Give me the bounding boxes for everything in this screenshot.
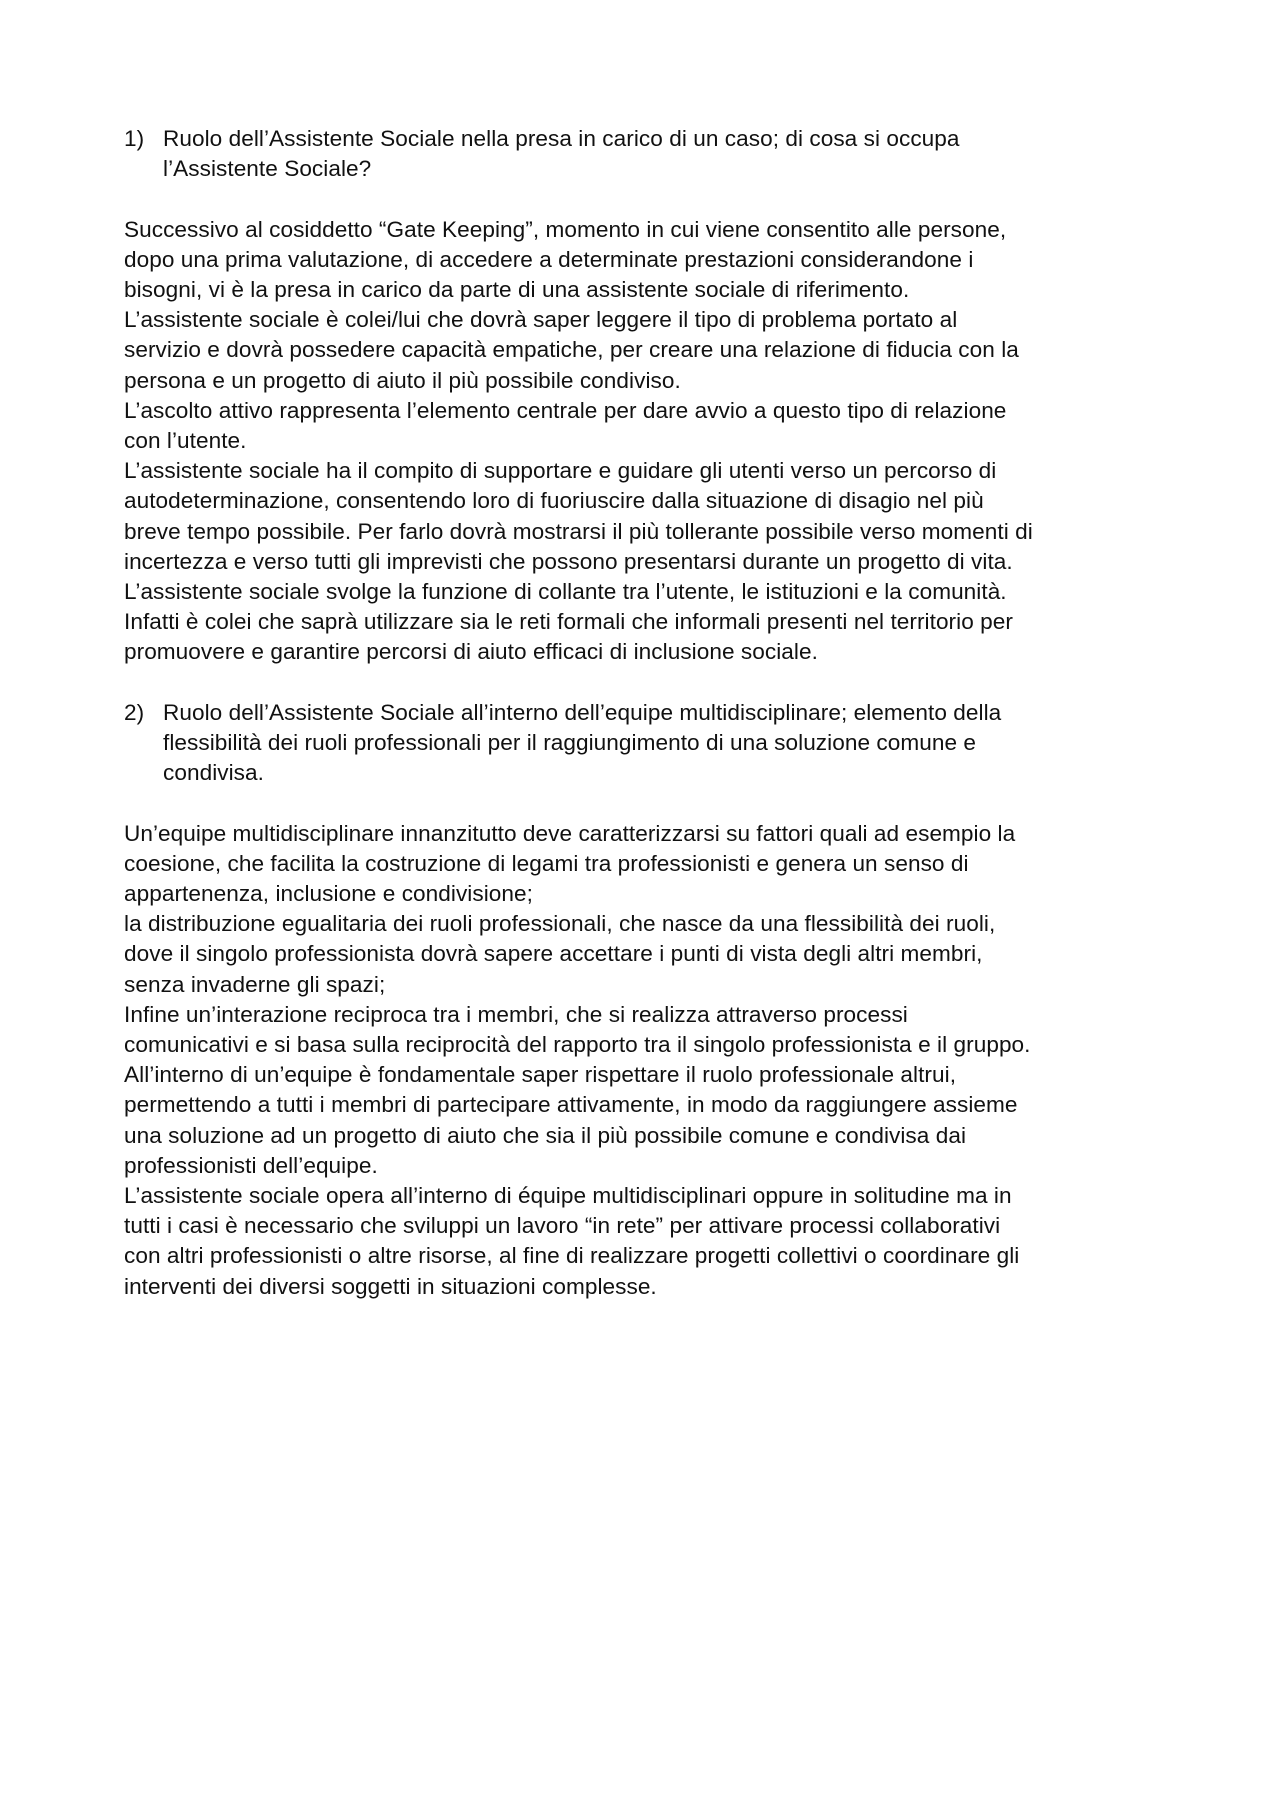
question-text <box>163 698 1174 789</box>
answer-line: incertezza e verso tutti gli imprevisti che possono presentarsi durante un progetto di vita. <box>124 548 1013 574</box>
answer-line: Infine un’interazione reciproca tra i membri, che si realizza attraverso processi <box>124 1001 908 1027</box>
answer-line: L’assistente sociale ha il compito di supportare e guidare gli utenti verso un percorso di <box>124 458 997 484</box>
answer-1 <box>124 215 1174 668</box>
spacer <box>124 184 1174 214</box>
answer-line: L’assistente sociale opera all’interno di équipe multidisciplinari oppure in solitudine ma in <box>124 1183 1012 1209</box>
spacer <box>124 668 1174 698</box>
answer-line: L’assistente sociale è colei/lui che dovrà saper leggere il tipo di problema portato al <box>124 307 958 333</box>
answer-line: permettendo a tutti i membri di partecipare attivamente, in modo da raggiungere assieme <box>124 1092 1018 1118</box>
answer-line: la distribuzione egualitaria dei ruoli professionali, che nasce da una flessibilità dei ruoli, <box>124 911 996 937</box>
answer-line: con l’utente. <box>124 428 247 454</box>
answer-line: coesione, che facilita la costruzione di legami tra professionisti e genera un senso di <box>124 850 969 876</box>
question-line: flessibilità dei ruoli professionali per il raggiungimento di una soluzione comune e <box>163 730 977 756</box>
answer-line: comunicativi e si basa sulla reciprocità del rapporto tra il singolo professionista e il gruppo. <box>124 1032 1031 1058</box>
answer-line: Un’equipe multidisciplinare innanzitutto deve caratterizzarsi su fattori quali ad esempio la <box>124 820 1016 846</box>
answer-2 <box>124 819 1174 1302</box>
answer-line: L’ascolto attivo rappresenta l’elemento centrale per dare avvio a questo tipo di relazione <box>124 397 1007 423</box>
answer-line: una soluzione ad un progetto di aiuto che sia il più possibile comune e condivisa dai <box>124 1122 967 1148</box>
answer-line: professionisti dell’equipe. <box>124 1152 378 1178</box>
answer-line: servizio e dovrà possedere capacità empatiche, per creare una relazione di fiducia con la <box>124 337 1019 363</box>
answer-line: bisogni, vi è la presa in carico da parte di una assistente sociale di riferimento. <box>124 277 910 302</box>
question-2 <box>124 698 1174 789</box>
answer-line: Infatti è colei che saprà utilizzare sia le reti formali che informali presenti nel territorio per <box>124 609 1013 635</box>
spacer <box>124 788 1174 818</box>
question-text <box>163 124 1174 184</box>
question-number: 1) <box>124 126 145 151</box>
answer-line: L’assistente sociale svolge la funzione di collante tra l’utente, le istituzioni e la comunità. <box>124 579 1007 605</box>
answer-line: persona e un progetto di aiuto il più possibile condiviso. <box>124 367 681 393</box>
question-line: Ruolo dell’Assistente Sociale all’interno dell’equipe multidisciplinare; elemento della <box>163 699 1002 725</box>
answer-line: interventi dei diversi soggetti in situazioni complesse. <box>124 1273 657 1299</box>
answer-line: promuovere e garantire percorsi di aiuto efficaci di inclusione sociale. <box>124 639 818 665</box>
answer-line: con altri professionisti o altre risorse, al fine di realizzare progetti collettivi o coordinare gli <box>124 1243 1020 1269</box>
answer-line: senza invaderne gli spazi; <box>124 971 386 997</box>
answer-line: breve tempo possibile. Per farlo dovrà mostrarsi il più tollerante possibile verso momenti di <box>124 518 1033 544</box>
document-body <box>124 124 1174 1302</box>
question-line: Ruolo dell’Assistente Sociale nella presa in carico di un caso; di cosa si occupa <box>163 126 960 151</box>
question-line: condivisa. <box>163 760 264 786</box>
question-1 <box>124 124 1174 184</box>
answer-line: dopo una prima valutazione, di accedere a determinate prestazioni considerandone i <box>124 246 974 272</box>
answer-line: dove il singolo professionista dovrà sapere accettare i punti di vista degli altri membri, <box>124 941 983 967</box>
answer-line: appartenenza, inclusione e condivisione; <box>124 881 533 907</box>
answer-line: tutti i casi è necessario che sviluppi un lavoro “in rete” per attivare processi collaborativi <box>124 1213 1001 1239</box>
answer-line: Successivo al cosiddetto “Gate Keeping”, momento in cui viene consentito alle persone, <box>124 216 1007 242</box>
answer-line: All’interno di un’equipe è fondamentale saper rispettare il ruolo professionale altrui, <box>124 1062 957 1088</box>
question-number: 2) <box>124 699 145 725</box>
question-line: l’Assistente Sociale? <box>163 156 372 182</box>
answer-line: autodeterminazione, consentendo loro di fuoriuscire dalla situazione di disagio nel più <box>124 488 984 514</box>
